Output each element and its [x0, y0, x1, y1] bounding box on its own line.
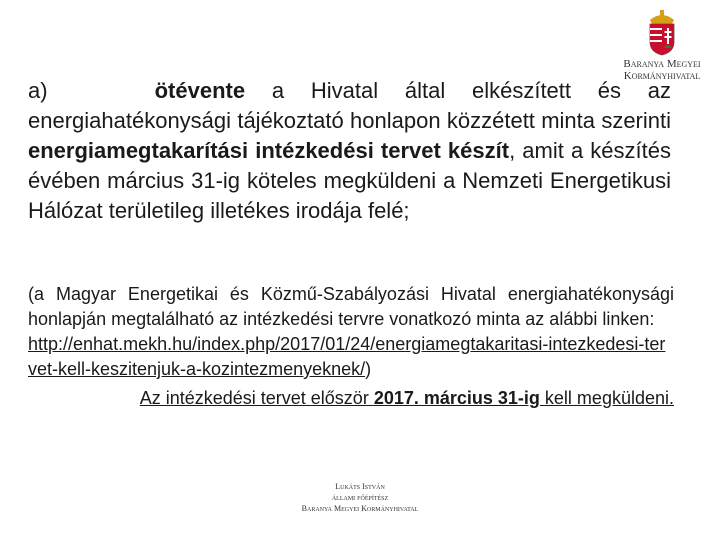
deadline-date: 2017. március 31-ig — [373, 388, 540, 408]
bold-term-2: energiamegtakarítási intézkedési tervet készít — [28, 138, 510, 163]
logo-line-1: Baranya Megyei — [623, 58, 701, 70]
bold-term-1: ötévente — [154, 78, 246, 103]
footer-title: állami főépítész — [331, 493, 389, 502]
reference-link[interactable]: http://enhat.mekh.hu/index.php/2017/01/24/energiamegtakaritasi-intezkedesi-tervet-kell-keszitenjuk-a-kozintezmenyeknek/ — [28, 334, 666, 379]
text-segment-2: , amit a készítés évében március 31-ig köteles megküldeni a Nemzeti Energetikusi Hálózat területileg illetékes irodája felé; — [28, 138, 671, 223]
main-paragraph — [28, 76, 671, 226]
logo-line-2: Kormányhivatal — [623, 70, 701, 82]
footer-name: Lukáts István — [335, 482, 385, 491]
closing-paren: ) — [365, 359, 372, 379]
text-segment-1: a Hivatal által elkészített és az energiahatékonysági tájékoztató honlapon közzétett minta szerinti — [28, 78, 672, 133]
sub-text: (a Magyar Energetikai és Közmű-Szabályozási Hivatal energiahatékonysági honlapján megtalálható az intézkedési tervre vonatkozó minta az alábbi linken: — [28, 284, 674, 329]
sub-paragraph — [28, 282, 674, 411]
coat-of-arms-icon — [642, 8, 682, 56]
deadline-sentence — [28, 386, 674, 411]
footer-org: Baranya Megyei Kormányhivatal — [301, 504, 419, 513]
list-marker: a) — [28, 78, 48, 103]
deadline-text-1: Az intézkedési tervet először — [139, 388, 374, 408]
footer — [0, 481, 720, 514]
deadline-text-2: kell megküldeni. — [539, 388, 674, 408]
